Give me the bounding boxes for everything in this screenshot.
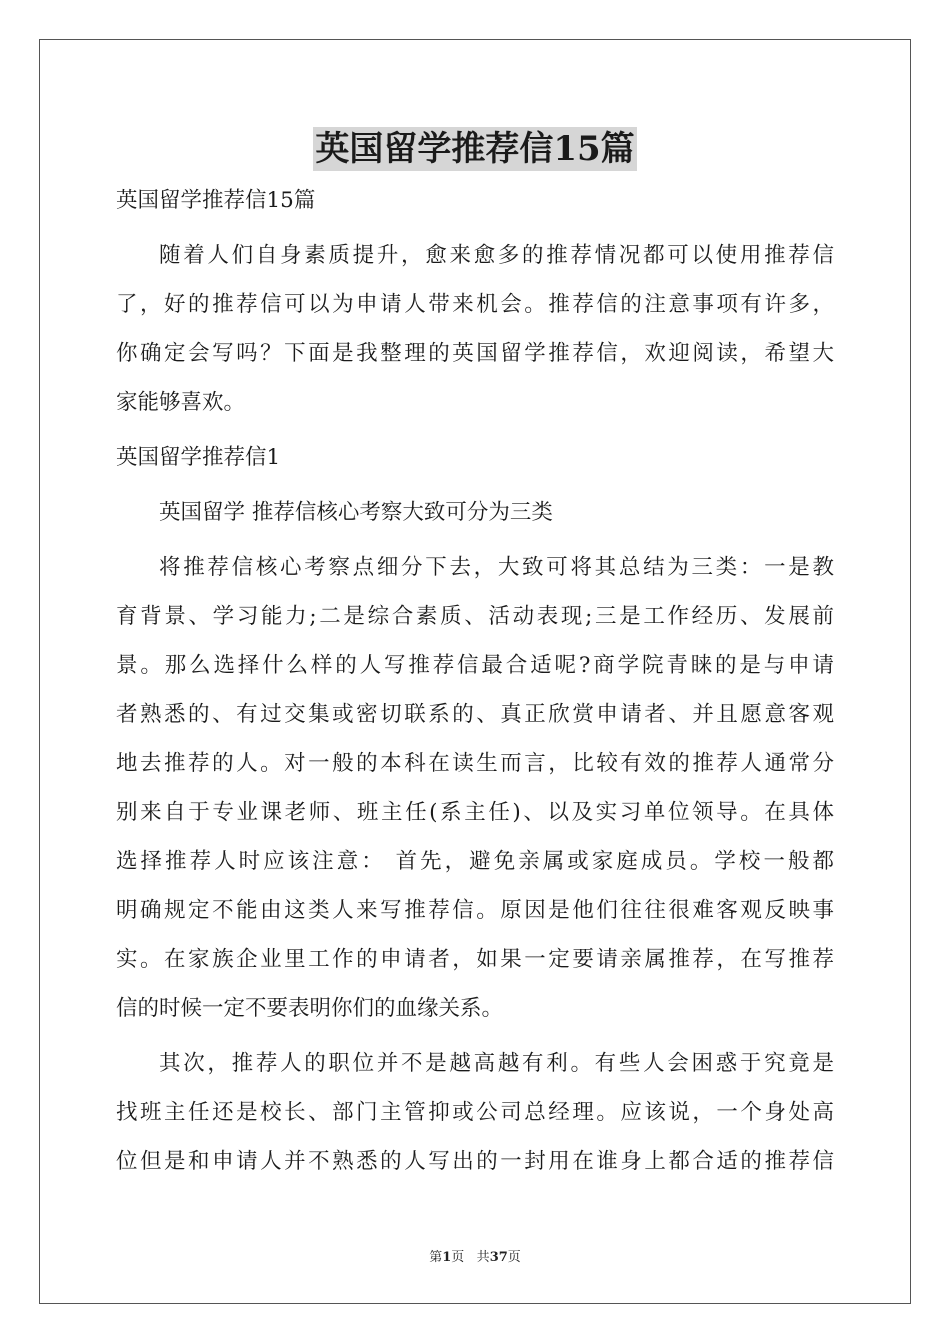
document-title: 英国留学推荐信15篇: [315, 129, 635, 169]
text-line: 实。在家族企业里工作的申请者，如果一定要请亲属推荐，在写推荐: [116, 947, 834, 972]
text-line: 位但是和申请人并不熟悉的人写出的一封用在谁身上都合适的推荐信: [116, 1149, 834, 1174]
footer-page-number: 1: [442, 1250, 452, 1265]
text-line: 选择推荐人时应该注意： 首先，避免亲属或家庭成员。学校一般都: [116, 849, 834, 874]
text-line: 明确规定不能由这类人来写推荐信。原因是他们往往很难客观反映事: [116, 898, 834, 923]
text-line: 将推荐信核心考察点细分下去，大致可将其总结为三类：一是教: [159, 555, 834, 580]
text-line: 了，好的推荐信可以为申请人带来机会。推荐信的注意事项有许多，: [116, 292, 834, 317]
footer-total-prefix: 共: [476, 1250, 490, 1265]
text-line: 英国留学 推荐信核心考察大致可分为三类: [159, 500, 553, 525]
text-line: 育背景、学习能力;二是综合素质、活动表现;三是工作经历、发展前: [116, 604, 834, 629]
document-body: [116, 176, 834, 1186]
text-line: 景。那么选择什么样的人写推荐信最合适呢?商学院青睐的是与申请: [116, 653, 834, 678]
footer-total-suffix: 页: [507, 1250, 521, 1265]
text-line: 其次，推荐人的职位并不是越高越有利。有些人会困惑于究竟是: [159, 1051, 834, 1076]
page-footer: [0, 1246, 950, 1265]
footer-page-suffix: 页: [451, 1250, 465, 1265]
text-line: 英国留学推荐信1: [116, 445, 281, 470]
text-line: 地去推荐的人。对一般的本科在读生而言，比较有效的推荐人通常分: [116, 751, 834, 776]
text-line: 别来自于专业课老师、班主任(系主任)、以及实习单位领导。在具体: [116, 800, 834, 825]
text-line: 家能够喜欢。: [116, 390, 246, 415]
title-container: [0, 127, 950, 171]
text-line: 者熟悉的、有过交集或密切联系的、真正欣赏申请者、并且愿意客观: [116, 702, 834, 727]
text-line: 信的时候一定不要表明你们的血缘关系。: [116, 996, 504, 1021]
text-line: 英国留学推荐信15篇: [116, 188, 316, 213]
footer-total-pages: 37: [489, 1250, 508, 1265]
text-line: 你确定会写吗？下面是我整理的英国留学推荐信，欢迎阅读，希望大: [116, 341, 834, 366]
text-line: 随着人们自身素质提升，愈来愈多的推荐情况都可以使用推荐信: [159, 243, 834, 268]
footer-page-prefix: 第: [429, 1250, 443, 1265]
text-line: 找班主任还是校长、部门主管抑或公司总经理。应该说，一个身处高: [116, 1100, 834, 1125]
